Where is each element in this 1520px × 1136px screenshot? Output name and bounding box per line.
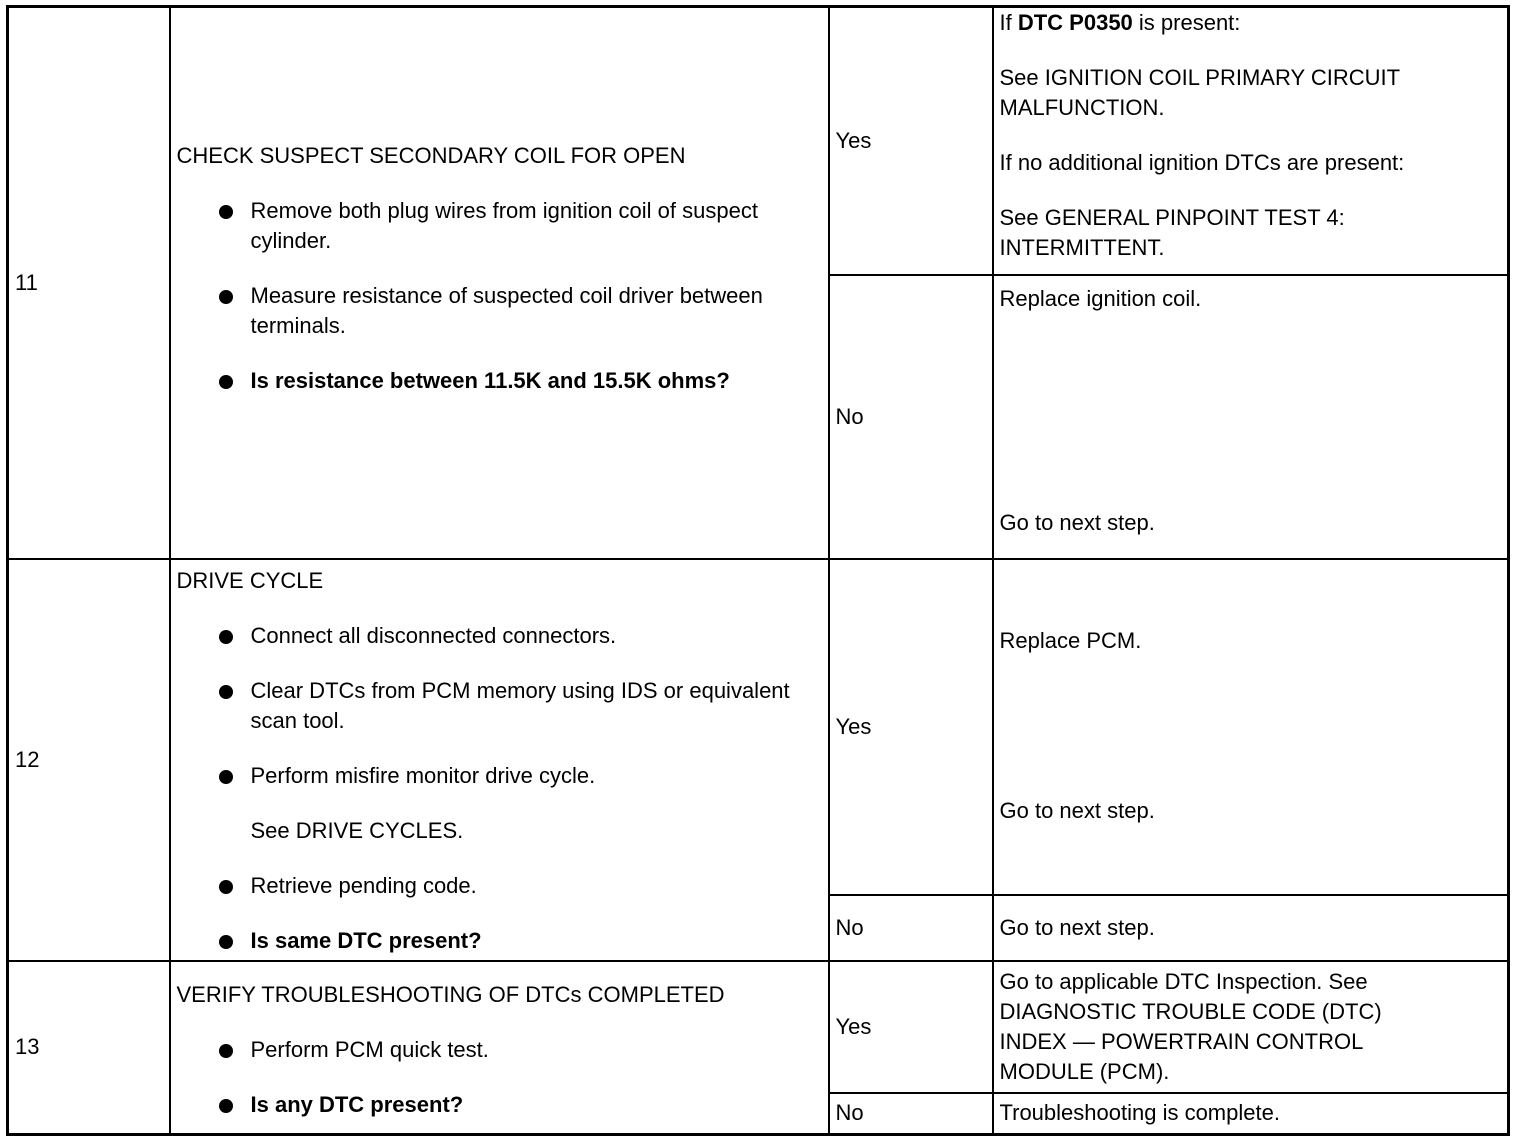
yes-label: Yes <box>829 559 993 895</box>
no-action: Troubleshooting is complete. <box>993 1093 1509 1135</box>
see-reference: See IGNITION COIL PRIMARY CIRCUIT MALFUNCTION. <box>999 65 1400 120</box>
step-number: 11 <box>8 7 170 559</box>
step-title: DRIVE CYCLE <box>176 567 324 593</box>
table-row <box>8 559 1509 895</box>
bullet-item: Clear DTCs from PCM memory using IDS or equivalent scan tool. <box>177 676 822 736</box>
step-title: CHECK SUSPECT SECONDARY COIL FOR OPEN <box>176 143 686 168</box>
no-label: No <box>829 275 993 559</box>
no-action: Go to next step. <box>993 895 1509 961</box>
table-row <box>8 961 1509 1093</box>
troubleshooting-table <box>6 5 1510 1136</box>
action-text: Replace PCM. <box>999 627 1142 653</box>
dtc-code: DTC P0350 <box>1017 10 1133 35</box>
bullet-item: Measure resistance of suspected coil driver between terminals. <box>177 281 822 341</box>
step-instructions <box>170 961 829 1135</box>
action-text: Go to next step. <box>999 797 1155 823</box>
bullet-item: Perform PCM quick test. <box>177 1035 822 1065</box>
yes-action <box>993 559 1509 895</box>
bullet-item: Retrieve pending code. <box>177 871 822 901</box>
step-instructions <box>170 559 829 961</box>
action-text: If no additional ignition DTCs are present: <box>999 150 1405 175</box>
bullet-item: Connect all disconnected connectors. <box>177 621 822 651</box>
step-instructions <box>170 7 829 559</box>
question-item: Is resistance between 11.5K and 15.5K ohms? <box>177 366 822 396</box>
action-text: Replace ignition coil. <box>999 285 1202 311</box>
no-label: No <box>829 1093 993 1135</box>
table-row <box>8 7 1509 275</box>
step-number: 13 <box>8 961 170 1135</box>
action-text: Go to next step. <box>999 509 1155 535</box>
yes-action: Go to applicable DTC Inspection. See DIAGNOSTIC TROUBLE CODE (DTC) INDEX — POWERTRAIN CONTROL MODULE (PCM). <box>993 961 1509 1093</box>
see-reference: See DRIVE CYCLES. <box>250 817 464 843</box>
action-text: If DTC P0350 is present: <box>999 10 1241 35</box>
no-action <box>993 275 1509 559</box>
yes-action <box>993 7 1509 275</box>
yes-label: Yes <box>829 961 993 1093</box>
no-label: No <box>829 895 993 961</box>
bullet-item: Perform misfire monitor drive cycle. <box>177 761 822 791</box>
step-title: VERIFY TROUBLESHOOTING OF DTCs COMPLETED <box>176 981 725 1007</box>
bullet-item: Remove both plug wires from ignition coil of suspect cylinder. <box>177 196 822 256</box>
yes-label: Yes <box>829 7 993 275</box>
see-reference: See GENERAL PINPOINT TEST 4: INTERMITTENT. <box>999 205 1345 260</box>
question-item: Is same DTC present? <box>177 926 822 956</box>
question-item: Is any DTC present? <box>177 1090 822 1120</box>
step-number: 12 <box>8 559 170 961</box>
